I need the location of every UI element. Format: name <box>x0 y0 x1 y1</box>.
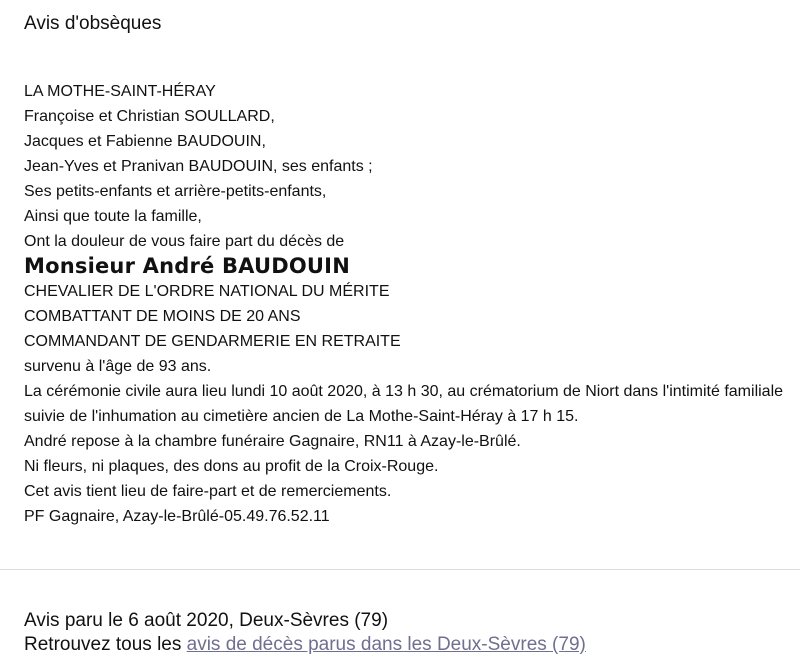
family-line: Françoise et Christian SOULLARD, <box>24 108 275 125</box>
closing-line: André repose à la chambre funéraire Gagnaire, RN11 à Azay-le-Brûlé. <box>24 433 521 450</box>
family-line: Ainsi que toute la famille, <box>24 208 202 225</box>
family-line: Jean-Yves et Pranivan BAUDOUIN, ses enfants ; <box>24 158 373 175</box>
honorific-title: CHEVALIER DE L'ORDRE NATIONAL DU MÉRITE <box>24 283 390 300</box>
age-line: survenu à l'âge de 93 ans. <box>24 358 212 375</box>
funeral-home-contact: PF Gagnaire, Azay-le-Brûlé-05.49.76.52.11 <box>24 508 330 525</box>
page-title: Avis d'obsèques <box>24 13 162 34</box>
family-line: Jacques et Fabienne BAUDOUIN, <box>24 133 266 150</box>
closing-line: Cet avis tient lieu de faire-part et de remerciements. <box>24 483 392 500</box>
obituary-notice <box>24 79 794 529</box>
honorific-title: COMBATTANT DE MOINS DE 20 ANS <box>24 308 301 325</box>
publication-info: Avis paru le 6 août 2020, Deux-Sèvres (79) <box>24 610 389 631</box>
family-line: Ont la douleur de vous faire part du décès de <box>24 233 345 250</box>
section-divider <box>0 569 800 570</box>
more-notices-prefix: Retrouvez tous les <box>24 634 187 655</box>
deceased-name: Monsieur André BAUDOUIN <box>24 254 350 278</box>
more-notices-line <box>24 633 586 657</box>
honorific-title: COMMANDANT DE GENDARMERIE EN RETRAITE <box>24 333 401 350</box>
ceremony-details: La cérémonie civile aura lieu lundi 10 août 2020, à 13 h 30, au crématorium de Niort dans l'intimité familiale suivie de l'inhumation au cimetière ancien de La Mothe-Saint-Héray à 17 h 15. <box>24 383 784 425</box>
family-line: Ses petits-enfants et arrière-petits-enfants, <box>24 183 327 200</box>
notice-town: LA MOTHE-SAINT-HÉRAY <box>24 83 216 100</box>
closing-line: Ni fleurs, ni plaques, des dons au profit de la Croix-Rouge. <box>24 458 439 475</box>
publication-footer <box>24 609 586 657</box>
more-notices-link[interactable]: avis de décès parus dans les Deux-Sèvres (79) <box>186 634 586 655</box>
